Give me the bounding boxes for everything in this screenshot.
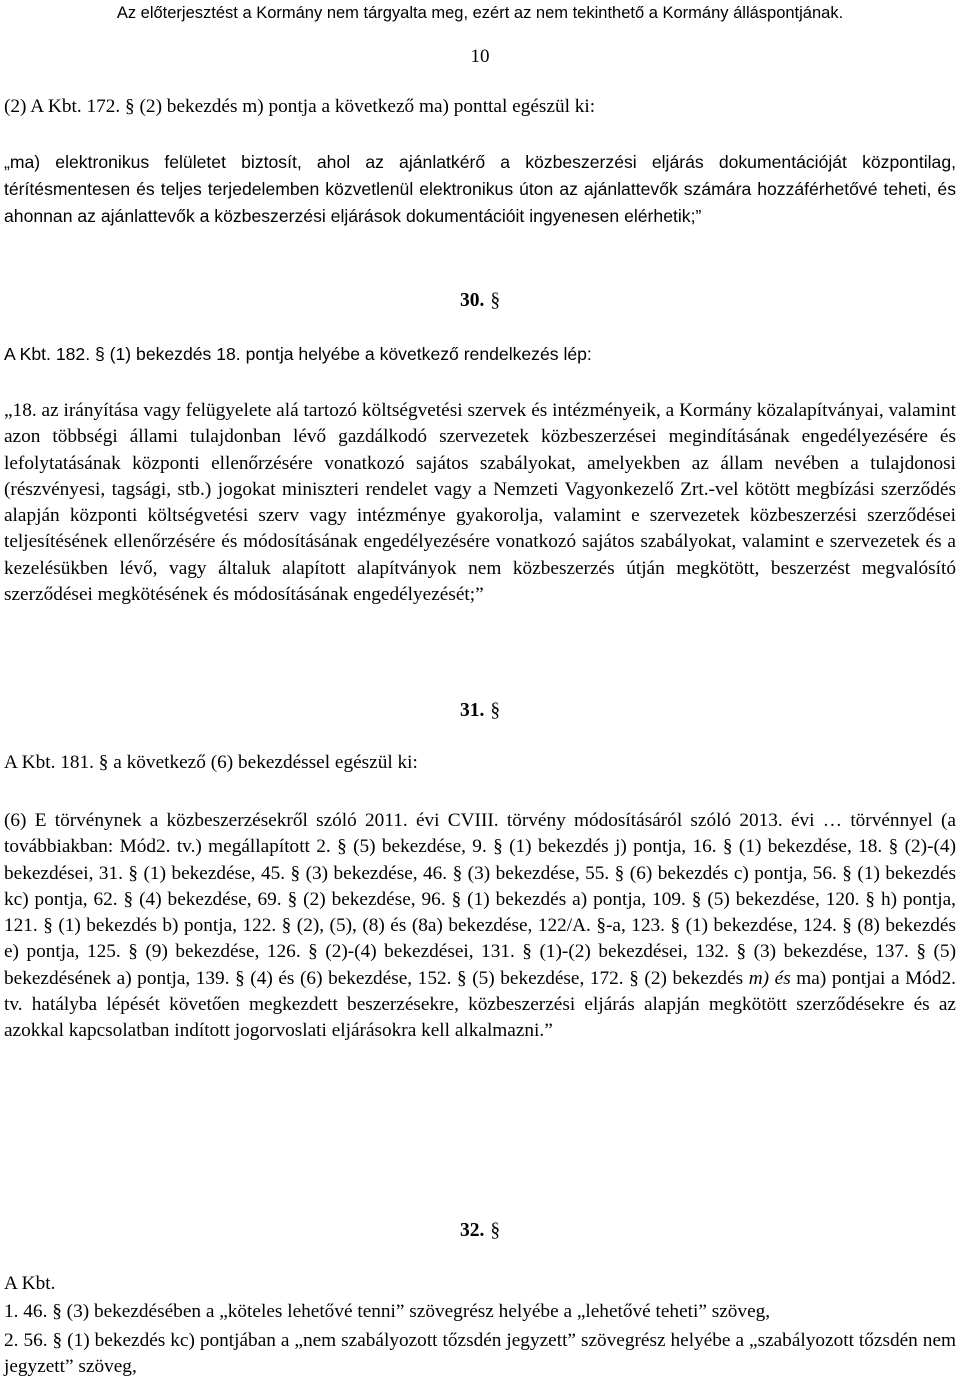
section-symbol: § — [490, 700, 501, 721]
section-32-item-1: 1. 46. § (3) bekezdésében a „köteles lehetővé tenni” szövegrész helyébe a „lehetővé teheti” szöveg, — [4, 1301, 771, 1322]
section-31-intro: A Kbt. 181. § a következő (6) bekezdéssel egészül ki: — [4, 752, 418, 773]
section-31-text-part-b: ma) pontjai a Mód2. tv. hatályba lépését követően megkezdett beszerzésekre, közbeszerzési eljárás alapján megkötött szerződésekre és az azokkal kapcsolatban indított jogorvoslati eljárásokra kell alkalmazni.” — [4, 967, 956, 1042]
section-30-intro: A Kbt. 182. § (1) bekezdés 18. pontja helyébe a következő rendelkezés lép: — [4, 344, 592, 364]
section-32-heading — [0, 1220, 960, 1242]
page-number: 10 — [470, 46, 490, 67]
section-32-intro: A Kbt. — [4, 1273, 56, 1294]
section-symbol: § — [490, 1220, 501, 1241]
section-number: 32. — [459, 1220, 485, 1241]
section-symbol: § — [490, 290, 501, 311]
section-number: 31. — [459, 700, 485, 721]
amend-172-intro: (2) A Kbt. 172. § (2) bekezdés m) pontja a következő ma) ponttal egészül ki: — [4, 96, 596, 117]
section-31-text — [4, 808, 956, 1045]
section-31-text-part-a: (6) E törvénynek a közbeszerzésekről szóló 2011. évi CVIII. törvény módosításáról szóló 2013. évi … törvénnyel (a továbbiakban: Mód2. tv.) megállapított 2. § (5) bekezdése, 9. § (1) bekezdés j) pontja, 16. § (1) bekezdése, 18. § (2)-(4) bekezdései, 31. § (1) bekezdése, 45. § (3) bekezdése, 46. § (3) bekezdése, 55. § (6) bekezdés c) pontja, 56. § (1) bekezdés kc) pontja, 62. § (4) bekezdése, 69. § (2) bekezdése, 96. § (1) bekezdés a) pontja, 109. § (5) bekezdése, 120. § h) pontja, 121. § (1) bekezdés b) pontja, 122. § (2), (5), (8) és (8a) bekezdése, 122/A. §-a, 123. § (1) bekezdése, 124. § (8) bekezdés e) pontja, 125. § (9) bekezdése, 126. § (2)-(4) bekezdései, 131. § (1)-(2) bekezdései, 132. § (3) bekezdése, 137. § (5) bekezdésének a) pontja, 139. § (4) és (6) bekezdése, 152. § (5) bekezdése, 172. § (2) bekezdés — [4, 810, 956, 989]
amend-172-text: „ma) elektronikus felületet biztosít, ahol az ajánlatkérő a közbeszerzési eljárás dokumentációját központilag, térítésmentesen és teljes terjedelemben közvetlenül elektronikus úton az ajánlattevők számára hozzáférhetővé teheti, és ahonnan az ajánlattevők a közbeszerzési eljárások dokumentációit ingyenesen elérhetik;” — [4, 152, 956, 226]
section-31-heading — [0, 700, 960, 722]
section-31-text-italic: m) és — [748, 967, 791, 989]
draft-notice-header: Az előterjesztést a Kormány nem tárgyalta meg, ezért az nem tekinthető a Kormány álláspontjának. — [116, 4, 844, 22]
section-number: 30. — [459, 290, 485, 311]
section-32-item-2: 2. 56. § (1) bekezdés kc) pontjában a „nem szabályozott tőzsdén jegyzett” szövegrész helyébe a „szabályozott tőzsdén nem jegyzett” szöveg, — [4, 1330, 956, 1378]
section-30-heading — [0, 290, 960, 312]
section-30-text: „18. az irányítása vagy felügyelete alá tartozó költségvetési szervek és intézményeik, a Kormány közalapítványai, valamint azon többségi állami tulajdonban lévő gazdálkodó szervezetek közbeszerzései megindításának engedélyezésére és lefolytatásának központi ellenőrzésére vonatkozó sajátos szabályokat, amelyekben az állam nevében a tulajdonosi (részvényesi, tagsági, stb.) jogokat miniszteri rendelet vagy a Nemzeti Vagyonkezelő Zrt.-vel kötött megbízási szerződés alapján központi költségvetési szerv vagy intézménye gyakorolja, valamint e szervezetek közbeszerzési szerződései teljesítésének ellenőrzésére és módosításának engedélyezésére vonatkozó sajátos szabályokat, valamint e szervezetek és a kezelésükben lévő, vagy általuk alapított alapítványok nem közbeszerzés útján megkötött, beszerzést megvalósító szerződései megkötésének és módosításának engedélyezését;” — [4, 400, 956, 606]
